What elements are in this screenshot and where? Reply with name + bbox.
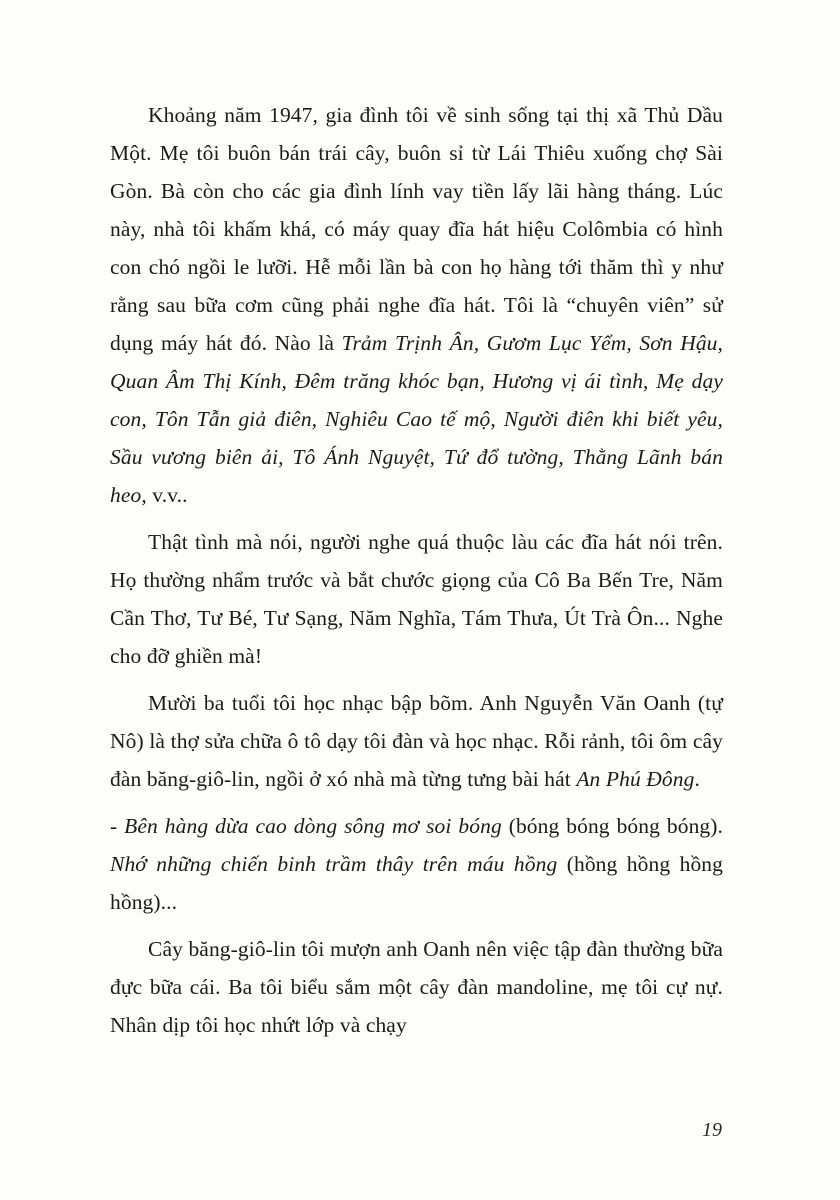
paragraph-3 <box>110 684 723 798</box>
text-run: (hồng hồng hồng hồng)... <box>110 852 724 914</box>
text-run: (bóng bóng bóng bóng). <box>501 814 724 838</box>
text-run: - Bên hàng dừa cao dòng sông mơ soi bóng <box>110 814 502 838</box>
text-run: . <box>694 767 700 791</box>
text-run: , v.v.. <box>141 483 188 507</box>
text-run: Nhớ những chiến binh trầm thây trên máu hồng <box>110 852 558 876</box>
text-run: Mười ba tuổi tôi học nhạc bập bõm. Anh Nguyễn Văn Oanh (tự Nô) là thợ sửa chữa ô tô dạy tôi đàn và học nhạc. Rỗi rảnh, tôi ôm cây đàn băng-giô-lin, ngồi ở xó nhà mà từng tưng bài hát <box>110 691 723 791</box>
text-run: Trảm Trịnh Ân, Gươm Lục Yểm, Sơn Hậu, Quan Âm Thị Kính, Đêm trăng khóc bạn, Hương vị ái tình, Mẹ dạy con, Tôn Tẫn giả điên, Nghiêu Cao tế mộ, Người điên khi biết yêu, Sầu vương biên ải, Tô Ánh Nguyệt, Tứ đổ tường, Thằng Lãnh bán heo <box>110 331 723 507</box>
page-number: 19 <box>702 1119 722 1141</box>
text-block <box>110 96 723 1053</box>
paragraph-2 <box>110 523 723 675</box>
text-run: Khoảng năm 1947, gia đình tôi về sinh sống tại thị xã Thủ Dầu Một. Mẹ tôi buôn bán trái cây, buôn sỉ từ Lái Thiêu xuống chợ Sài Gòn. Bà còn cho các gia đình lính vay tiền lấy lãi hàng tháng. Lúc này, nhà tôi khấm khá, có máy quay đĩa hát hiệu Colômbia có hình con chó ngồi le lưỡi. Hễ mỗi lần bà con họ hàng tới thăm thì y như rằng sau bữa cơm cũng phải nghe đĩa hát. Tôi là “chuyên viên” sử dụng máy hát đó. Nào là <box>110 103 723 355</box>
page-footer <box>702 1119 722 1142</box>
text-run: An Phú Đông <box>576 767 695 791</box>
paragraph-1 <box>110 96 723 514</box>
paragraph-4 <box>110 807 723 921</box>
text-run: Cây băng-giô-lin tôi mượn anh Oanh nên việc tập đàn thường bữa đực bữa cái. Ba tôi biểu sắm một cây đàn mandoline, mẹ tôi cự nự. Nhân dịp tôi học nhứt lớp và chạy <box>110 937 723 1037</box>
paragraph-5 <box>110 930 723 1044</box>
text-run: Thật tình mà nói, người nghe quá thuộc làu các đĩa hát nói trên. Họ thường nhẩm trước và bắt chước giọng của Cô Ba Bến Tre, Năm Cần Thơ, Tư Bé, Tư Sạng, Năm Nghĩa, Tám Thưa, Út Trà Ôn... Nghe cho đỡ ghiền mà! <box>110 530 723 668</box>
